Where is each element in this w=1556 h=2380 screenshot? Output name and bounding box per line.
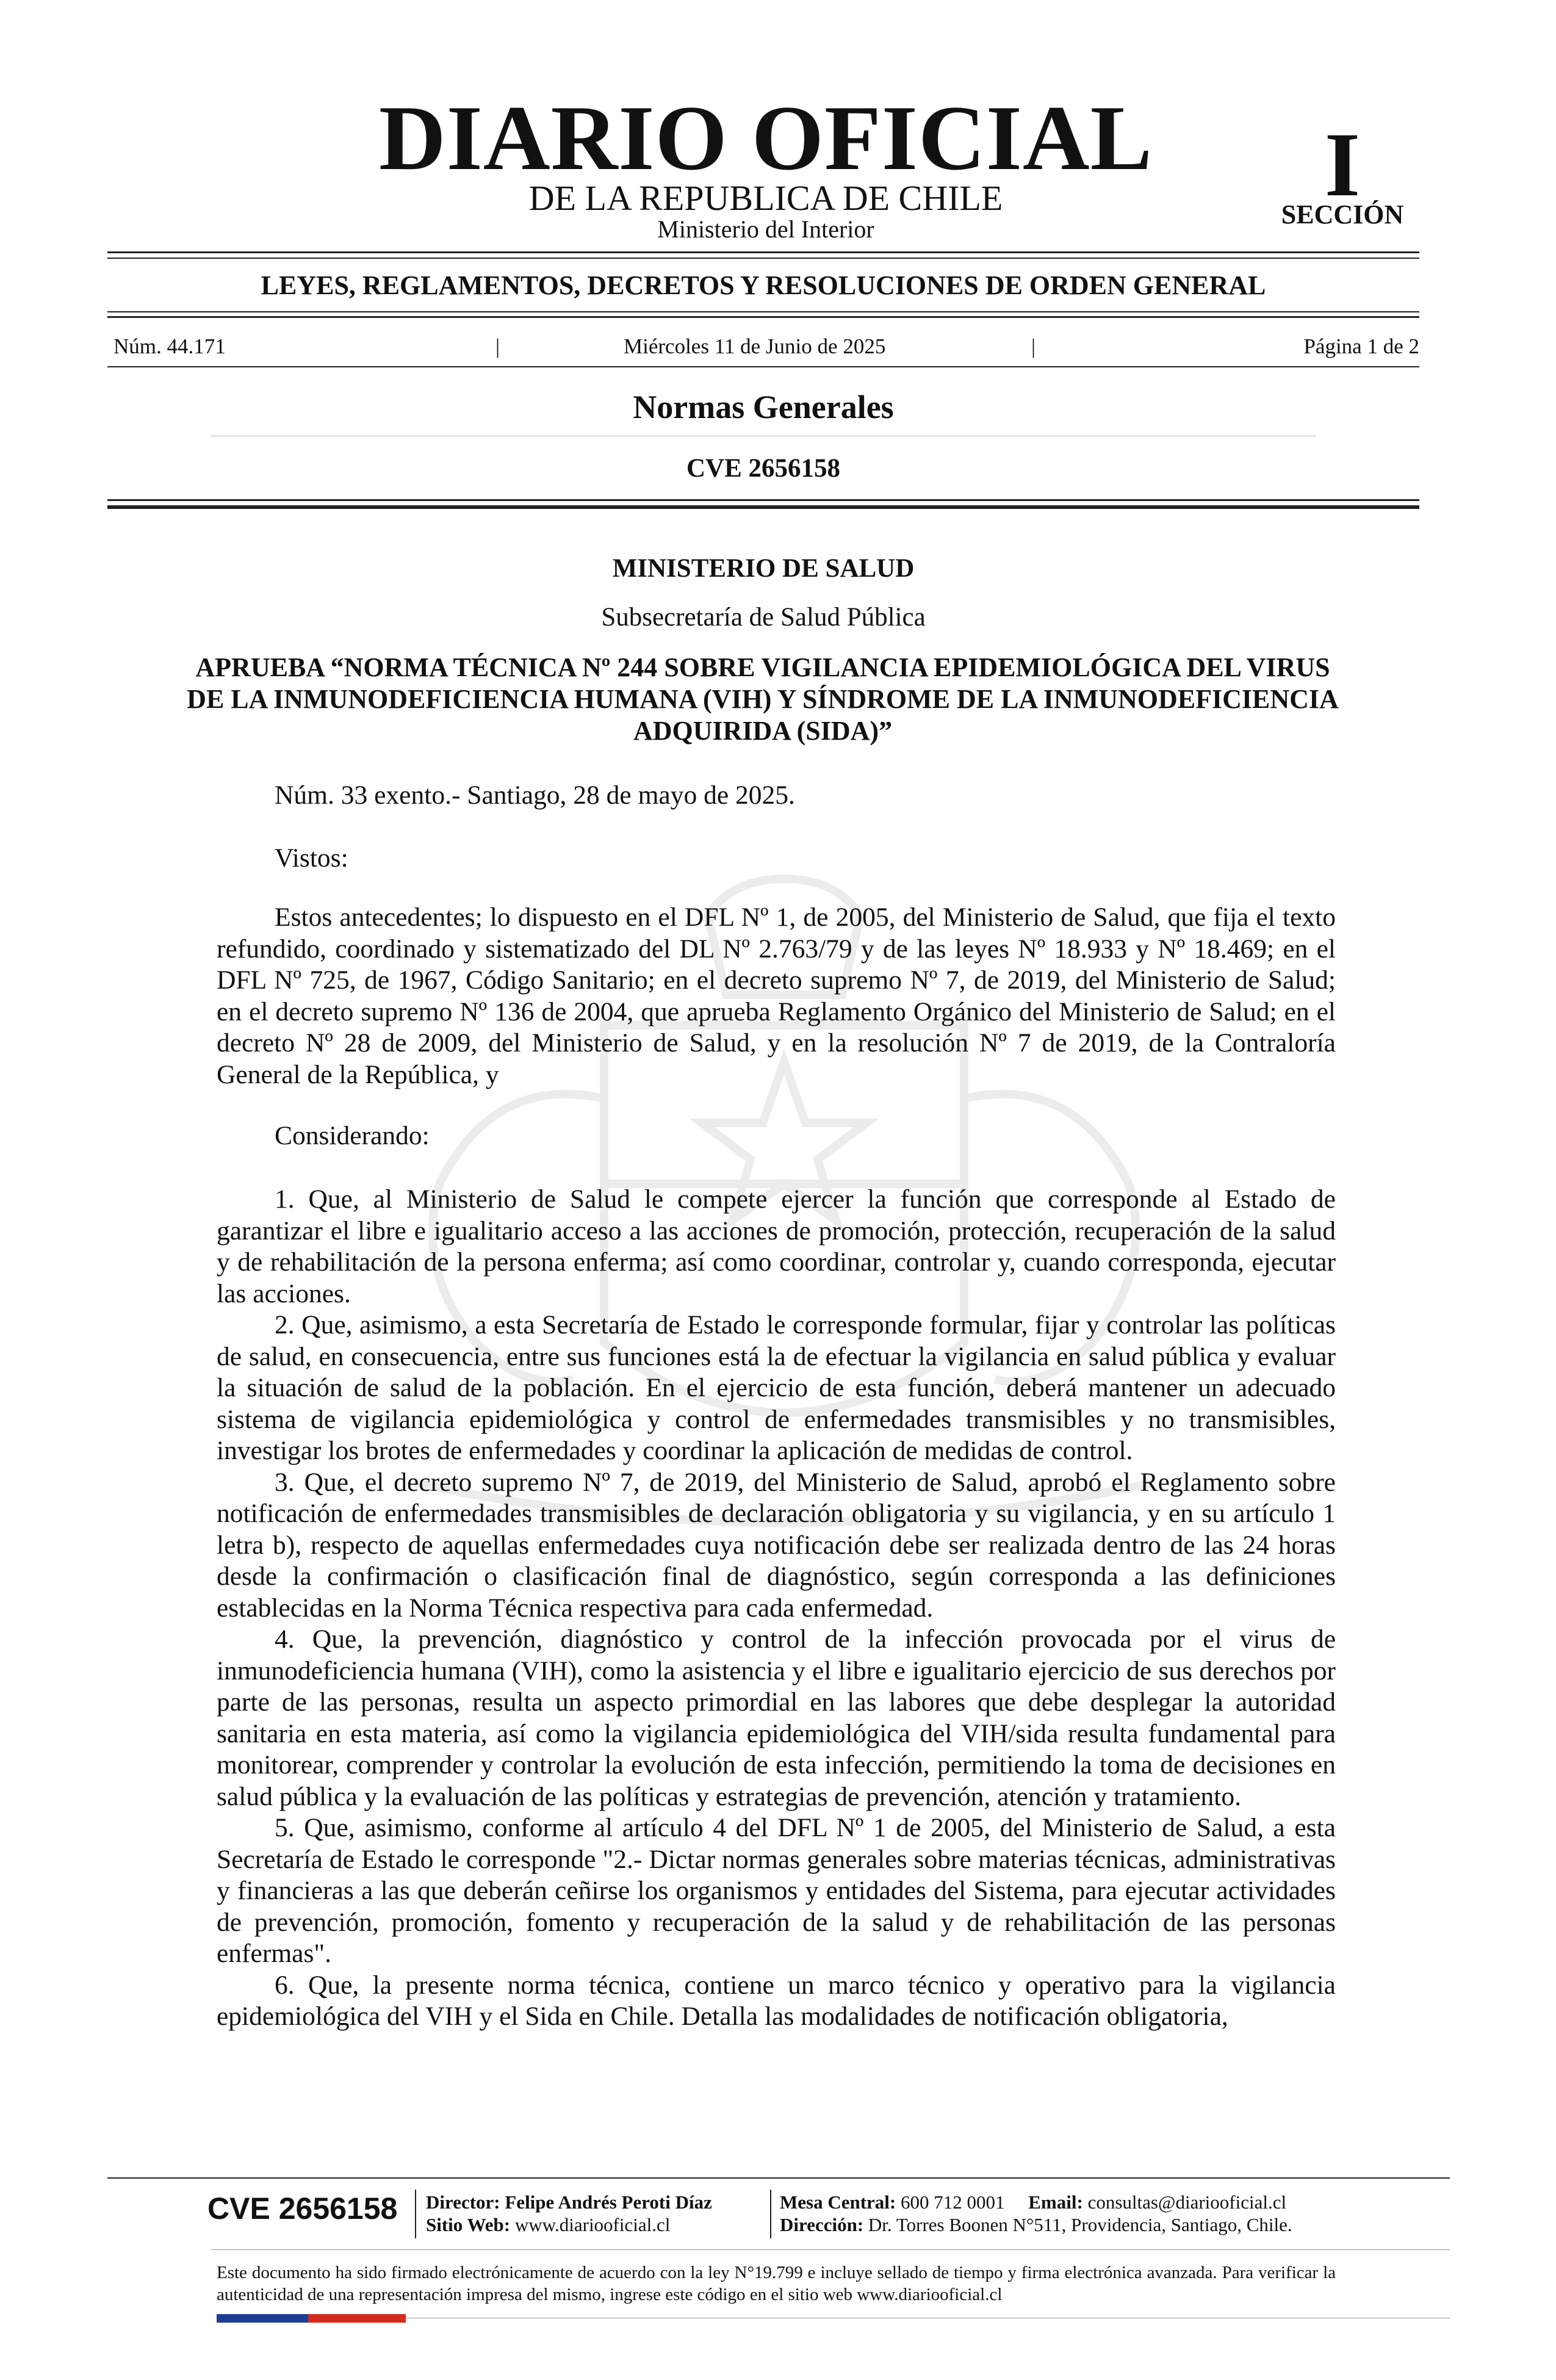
footer-address-line <box>780 2213 1292 2236</box>
issue-date: Miércoles 11 de Junio de 2025 <box>624 334 886 358</box>
considerando-item: 3. Que, el decreto supremo Nº 7, de 2019, del Ministerio de Salud, aprobó el Reglamento sobre notificación de enfermedades transmisibles de declaración obligatoria y su vigilancia, y en su artículo 1 letra b), respecto de aquellas enfermedades cuya notificación debe ser realizada dentro de las 24 horas desde la confirmación o clasificación final de diagnóstico, según corresponda a las definiciones establecidas en la Norma Técnica respectiva para cada enfermedad. <box>217 1467 1336 1623</box>
newspaper-subtitle: DE LA REPUBLICA DE CHILE <box>528 178 1003 218</box>
considerando-item: 4. Que, la prevención, diagnóstico y control de la infección provocada por el virus de inmunodeficiencia humana (VIH), como la asistencia y el libre e igualitario ejercicio de sus derechos por parte de las personas, resulta un aspecto primordial en las labores que debe desplegar la autoridad sanitaria en esta materia, así como la vigilancia epidemiológica del VIH/sida resulta fundamental para monitorear, comprender y controlar la evolución de esta infección, permitiendo la toma de decisiones en salud pública y la evaluación de las políticas y estrategias de prevención, atención y tratamiento. <box>217 1625 1336 1811</box>
footer-director-line <box>426 2191 712 2213</box>
document-ministry: MINISTERIO DE SALUD <box>612 554 915 583</box>
footer-email-link[interactable]: consultas@diariooficial.cl <box>1087 2191 1287 2213</box>
footer-phone-label: Mesa Central: <box>780 2191 896 2213</box>
issue-info-row <box>113 334 1419 359</box>
footer-email-label: Email: <box>1028 2191 1083 2213</box>
footer-cve: CVE 2656158 <box>207 2191 398 2226</box>
considerando-item: 1. Que, al Ministerio de Salud le compete ejercer la función que corresponde al Estado de garantizar el libre e igualitario acceso a las acciones de promoción, protección, recuperación de la salud y de rehabilitación de la persona enferma; así como coordinar, controlar y, cuando corresponda, ejecutar las acciones. <box>217 1185 1336 1308</box>
considerando-item: 6. Que, la presente norma técnica, contiene un marco técnico y operativo para la vigilancia epidemiológica del VIH y el Sida en Chile. Detalla las modalidades de notificación obligatoria, <box>217 1970 1336 2031</box>
newspaper-ministry: Ministerio del Interior <box>657 215 874 243</box>
considerandos-list <box>217 1184 1336 2033</box>
vistos-label: Vistos: <box>275 843 348 873</box>
vistos-paragraph: Estos antecedentes; lo dispuesto en el DFL Nº 1, de 2005, del Ministerio de Salud, que fija el texto refundido, coordinado y sistematizado del DL Nº 2.763/79 y de las leyes Nº 18.933 y Nº 18.469; en el DFL Nº 725, de 1967, Código Sanitario; en el decreto supremo Nº 7, de 2019, del Ministerio de Salud; en el decreto supremo Nº 136 de 2004, que aprueba Reglamento Orgánico del Ministerio de Salud; en el decreto Nº 28 de 2009, del Ministerio de Salud, y en la resolución Nº 7 de 2019, de la Contraloría General de la República, y <box>217 903 1336 1089</box>
issue-separator-2: | <box>1031 334 1036 358</box>
footer-contact-block <box>780 2191 1292 2236</box>
footer-rule-mid <box>211 2249 1450 2250</box>
banner-heading: LEYES, REGLAMENTOS, DECRETOS Y RESOLUCIONES DE ORDEN GENERAL <box>261 270 1266 300</box>
footer-divider-1 <box>415 2190 416 2238</box>
decree-title: APRUEBA “NORMA TÉCNICA Nº 244 SOBRE VIGILANCIA EPIDEMIOLÓGICA DEL VIRUS DE LA INMUNODEFICIENCIA HUMANA (VIH) Y SÍNDROME DE LA INMUNODEFICIENCIA ADQUIRIDA (SIDA)” <box>187 652 1339 746</box>
section-number: I <box>1324 114 1361 215</box>
decree-number-line: Núm. 33 exento.- Santiago, 28 de mayo de 2025. <box>275 781 795 810</box>
flag-stripe-red <box>308 2314 406 2323</box>
banner-rule-1 <box>107 311 1419 312</box>
footer-phone-value: 600 712 0001 <box>901 2191 1005 2213</box>
section-label: SECCIÓN <box>1281 200 1404 229</box>
cve-rule-1 <box>107 499 1419 501</box>
document-subsecretaria: Subsecretaría de Salud Pública <box>601 603 926 632</box>
footer-web-line <box>426 2213 712 2236</box>
header-rule-top <box>107 251 1419 253</box>
banner-rule-2 <box>107 316 1419 318</box>
footer-signature-note: Este documento ha sido firmado electrónicamente de acuerdo con la ley N°19.799 e incluye sellado de tiempo y firma electrónica avanzada. Para verificar la autenticidad de una representación impresa del mismo, ingrese este código en el sitio web www.diariooficial.cl <box>217 2263 1336 2304</box>
footer-rule-top <box>107 2177 1450 2179</box>
footer-director-label: Director: <box>426 2191 500 2213</box>
footer-address-value: Dr. Torres Boonen N°511, Providencia, Santiago, Chile. <box>868 2214 1292 2235</box>
issue-separator-1: | <box>495 334 500 358</box>
issue-number: Núm. 44.171 <box>113 334 226 358</box>
considerando-item: 2. Que, asimismo, a esta Secretaría de Estado le corresponde formular, fijar y controlar las políticas de salud, en consecuencia, entre sus funciones está la de efectuar la vigilancia en salud pública y evaluar la situación de salud de la población. En el ejercicio de esta función, deberá mantener un adecuado sistema de vigilancia epidemiológica y control de enfermedades transmisibles y no transmisibles, investigar los brotes de enfermedades y coordinar la aplicación de medidas de control. <box>217 1310 1336 1465</box>
newspaper-title: DIARIO OFICIAL <box>378 87 1153 189</box>
vistos-text <box>217 902 1336 1091</box>
section-title: Normas Generales <box>633 389 894 425</box>
considerando-item: 5. Que, asimismo, conforme al artículo 4 del DFL Nº 1 de 2005, del Ministerio de Salud, a esta Secretaría de Estado le corresponde "2.- Dictar normas generales sobre materias técnicas, administrativas y financieras a las que deberán ceñirse los organismos y entidades del Sistema, para ejecutar actividades de prevención, promoción, fomento y recuperación de la salud y de rehabilitación de las personas enfermas". <box>217 1813 1336 1968</box>
footer-address-label: Dirección: <box>780 2214 864 2235</box>
footer-director-value: Felipe Andrés Peroti Díaz <box>505 2191 712 2213</box>
issue-page: Página 1 de 2 <box>1303 334 1419 358</box>
header-rule-top-2 <box>107 258 1419 259</box>
cve-header: CVE 2656158 <box>686 454 841 483</box>
footer-phone-line <box>780 2191 1292 2213</box>
cve-rule-2 <box>107 505 1419 509</box>
flag-stripe-blue <box>217 2314 308 2323</box>
footer-divider-2 <box>770 2190 771 2238</box>
footer-director-block <box>426 2191 712 2236</box>
considerando-label: Considerando: <box>275 1121 430 1150</box>
footer-web-label: Sitio Web: <box>426 2214 511 2235</box>
footer-web-link[interactable]: www.diariooficial.cl <box>514 2214 671 2235</box>
issue-rule <box>107 366 1419 367</box>
